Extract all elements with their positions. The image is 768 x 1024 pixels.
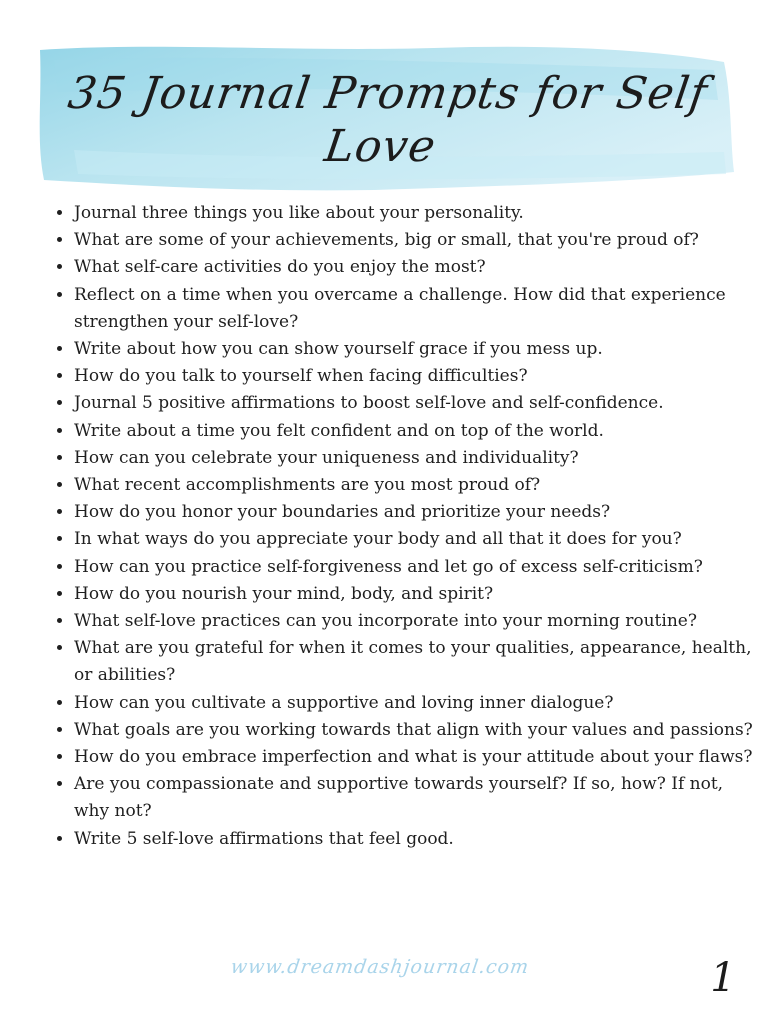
prompt-list bbox=[48, 200, 754, 853]
list-item: • What recent accomplishments are you most proud of? bbox=[74, 472, 754, 499]
list-item: • What self-love practices can you incorporate into your morning routine? bbox=[74, 608, 754, 635]
footer-website-url: www.dreamdashjournal.com bbox=[229, 956, 531, 978]
list-item: • How do you nourish your mind, body, and spirit? bbox=[74, 581, 754, 608]
page-number: 1 bbox=[710, 955, 736, 1001]
list-item: • How do you talk to yourself when facing difficulties? bbox=[74, 363, 754, 390]
list-item: • Journal three things you like about your personality. bbox=[74, 200, 754, 227]
list-item: • How do you embrace imperfection and what is your attitude about your flaws? bbox=[74, 744, 754, 771]
list-item: • What goals are you working towards that align with your values and passions? bbox=[74, 717, 754, 744]
list-item: • What self-care activities do you enjoy the most? bbox=[74, 254, 754, 281]
list-item: • Are you compassionate and supportive towards yourself? If so, how? If not, why not? bbox=[74, 771, 754, 825]
list-item: • Write about how you can show yourself grace if you mess up. bbox=[74, 336, 754, 363]
list-item: • How do you honor your boundaries and prioritize your needs? bbox=[74, 499, 754, 526]
list-item: • In what ways do you appreciate your body and all that it does for you? bbox=[74, 526, 754, 553]
list-item: • How can you celebrate your uniqueness and individuality? bbox=[74, 445, 754, 472]
list-item: • What are you grateful for when it comes to your qualities, appearance, health, or abilities? bbox=[74, 635, 754, 689]
page-title: 35 Journal Prompts for Self Love bbox=[64, 68, 711, 172]
list-item: • Write about a time you felt confident and on top of the world. bbox=[74, 418, 754, 445]
list-item: • Journal 5 positive affirmations to boost self-love and self-confidence. bbox=[74, 390, 754, 417]
list-item: • Write 5 self-love affirmations that feel good. bbox=[74, 826, 754, 853]
list-item: • How can you cultivate a supportive and loving inner dialogue? bbox=[74, 690, 754, 717]
list-item: • What are some of your achievements, big or small, that you're proud of? bbox=[74, 227, 754, 254]
list-item: • Reflect on a time when you overcame a challenge. How did that experience strengthen your self-love? bbox=[74, 282, 754, 336]
list-item: • How can you practice self-forgiveness and let go of excess self-criticism? bbox=[74, 554, 754, 581]
